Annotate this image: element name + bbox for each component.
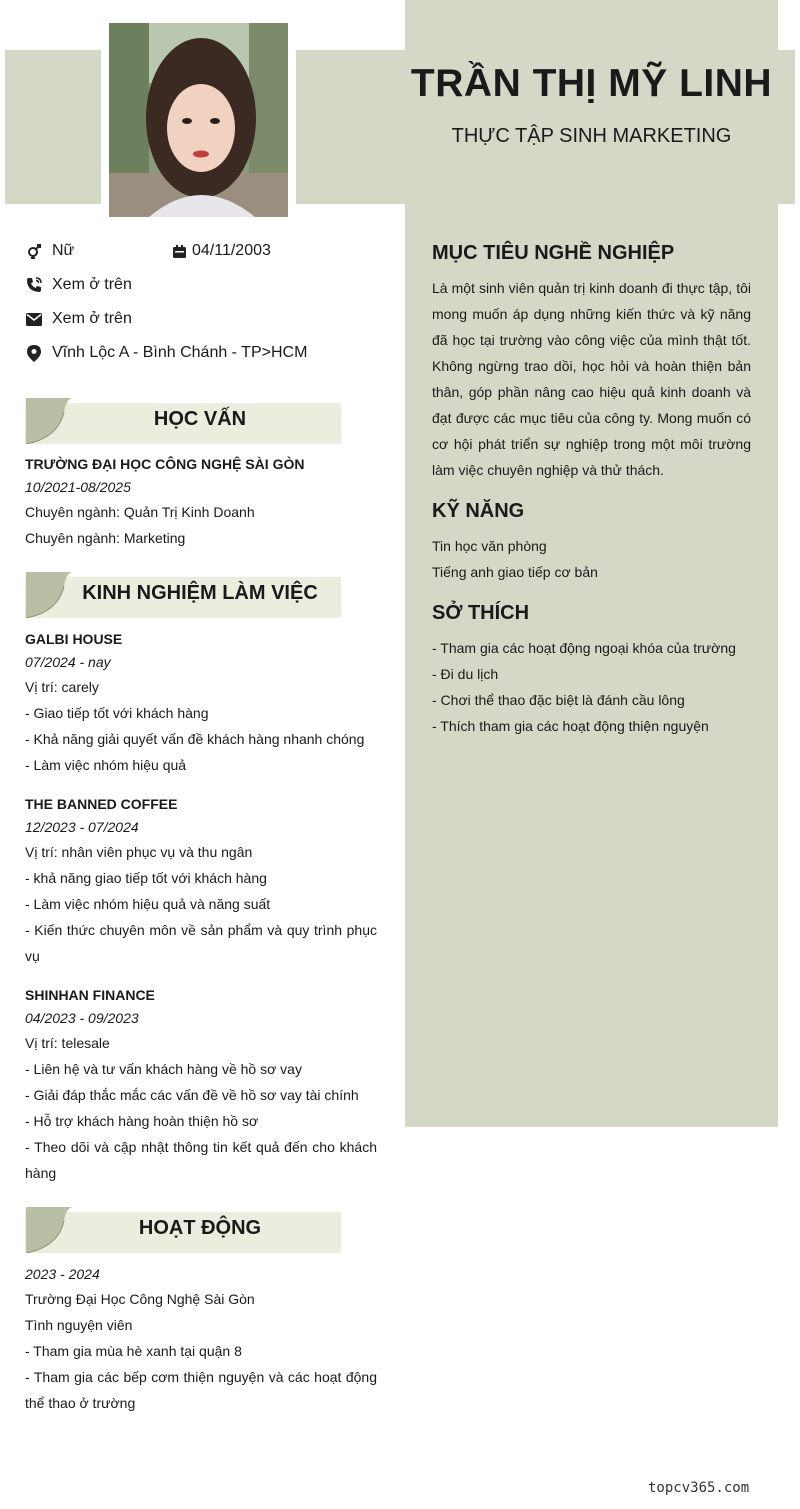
objective-heading: MỤC TIÊU NGHỀ NGHIỆP <box>432 242 675 264</box>
job-line: - Khả năng giải quyết vấn đề khách hàng nhanh chóng <box>25 731 365 747</box>
job-line: - Giải đáp thắc mắc các vấn đề về hồ sơ vay tài chính <box>25 1087 359 1103</box>
location-icon <box>25 344 43 362</box>
education-heading: HỌC VẤN <box>153 408 247 430</box>
candidate-title: THỰC TẬP SINH MARKETING <box>451 125 732 147</box>
hobby-item: - Tham gia các hoạt động ngoại khóa của trường <box>432 640 736 656</box>
gender-icon <box>25 242 43 260</box>
activity-line: Trường Đại Học Công Nghệ Sài Gòn <box>25 1291 255 1307</box>
job-entry <box>25 984 377 1186</box>
email-info <box>25 310 132 328</box>
job-line: Vị trí: carely <box>25 679 99 695</box>
job-line: - khả năng giao tiếp tốt với khách hàng <box>25 870 267 886</box>
experience-section-header <box>25 572 341 616</box>
job-line: - Làm việc nhóm hiệu quả và năng suất <box>25 896 271 912</box>
activities-heading: HOẠT ĐỘNG <box>138 1217 262 1239</box>
job-date: 12/2023 - 07/2024 <box>25 819 139 835</box>
profile-photo <box>109 23 288 217</box>
job-line: - Kiến thức chuyên môn về sản phẩm và quy trình phục vụ <box>25 922 377 964</box>
skills-heading: KỸ NĂNG <box>432 500 525 522</box>
job-company: THE BANNED COFFEE <box>25 796 178 812</box>
education-block <box>25 453 377 551</box>
activity-line: Tình nguyện viên <box>25 1317 133 1333</box>
hobby-item: - Đi du lịch <box>432 666 499 682</box>
address-value: Vĩnh Lộc A - Bình Chánh - TP>HCM <box>52 344 308 361</box>
job-line: - Làm việc nhóm hiệu quả <box>25 757 187 773</box>
phone-info <box>25 276 132 294</box>
address-info <box>25 344 307 362</box>
activity-date: 2023 - 2024 <box>25 1266 100 1282</box>
email-icon <box>25 310 43 328</box>
job-company: SHINHAN FINANCE <box>25 987 155 1003</box>
header-band-right <box>778 50 795 204</box>
job-company: GALBI HOUSE <box>25 631 123 647</box>
experience-heading: KINH NGHIỆM LÀM VIỆC <box>82 582 318 604</box>
activity-line: - Tham gia các bếp cơm thiện nguyện và các hoạt động thể thao ở trường <box>25 1369 377 1411</box>
education-section-header <box>25 398 341 442</box>
candidate-name: TRẦN THỊ MỸ LINH <box>410 62 773 105</box>
hobby-item: - Thích tham gia các hoạt động thiện nguyện <box>432 718 709 734</box>
job-line: - Hỗ trợ khách hàng hoàn thiện hồ sơ <box>25 1113 259 1129</box>
skill-item: Tiếng anh giao tiếp cơ bản <box>432 564 598 580</box>
header-band-middle <box>296 50 406 204</box>
activity-line: - Tham gia mùa hè xanh tại quận 8 <box>25 1343 242 1359</box>
phone-icon <box>25 276 43 294</box>
school-name: TRƯỜNG ĐẠI HỌC CÔNG NGHỆ SÀI GÒN <box>25 456 305 472</box>
job-date: 04/2023 - 09/2023 <box>25 1010 139 1026</box>
hobbies-heading: SỞ THÍCH <box>432 602 530 624</box>
job-entry <box>25 793 377 969</box>
watermark: topcv365.com <box>648 1480 750 1496</box>
job-line: - Liên hệ và tư vấn khách hàng về hồ sơ vay <box>25 1061 302 1077</box>
education-line: Chuyên ngành: Marketing <box>25 530 186 546</box>
objective-text: Là một sinh viên quản trị kinh doanh đi thực tập, tôi mong muốn áp dụng những kiến thức và kỹ năng đã học tại trường vào công việc của mình thật tốt. Không ngừng trao dồi, học hỏi và hoàn thiện bản thân, góp phần nâng cao hiệu quả kinh doanh và đạt được các mục tiêu của công ty. Mong muốn có cơ hội phát triển sự nghiệp trong một môi trường làm việc chuyên nghiệp và thử thách. <box>432 280 751 478</box>
skills-list <box>432 533 751 585</box>
header-band-left <box>5 50 101 204</box>
hobbies-list <box>432 635 751 739</box>
job-line: Vị trí: nhân viên phục vụ và thu ngân <box>25 844 253 860</box>
skill-item: Tin học văn phòng <box>432 538 547 554</box>
phone-value: Xem ở trên <box>52 276 132 293</box>
hobby-item: - Chơi thể thao đặc biệt là đánh cầu lông <box>432 692 685 708</box>
activities-block <box>25 1262 377 1416</box>
education-date: 10/2021-08/2025 <box>25 479 131 495</box>
job-line: Vị trí: telesale <box>25 1035 110 1051</box>
job-line: - Theo dõi và cập nhật thông tin kết quả đến cho khách hàng <box>25 1139 377 1181</box>
gender-value: Nữ <box>52 242 75 259</box>
birthday-value: 04/11/2003 <box>192 242 271 259</box>
email-value: Xem ở trên <box>52 310 132 327</box>
job-line: - Giao tiếp tốt với khách hàng <box>25 705 209 721</box>
job-entry <box>25 628 377 778</box>
birthday-info <box>170 242 271 260</box>
calendar-icon <box>170 242 188 260</box>
job-date: 07/2024 - nay <box>25 654 111 670</box>
education-line: Chuyên ngành: Quản Trị Kinh Doanh <box>25 504 255 520</box>
gender-info <box>25 242 74 260</box>
activities-section-header <box>25 1207 341 1251</box>
